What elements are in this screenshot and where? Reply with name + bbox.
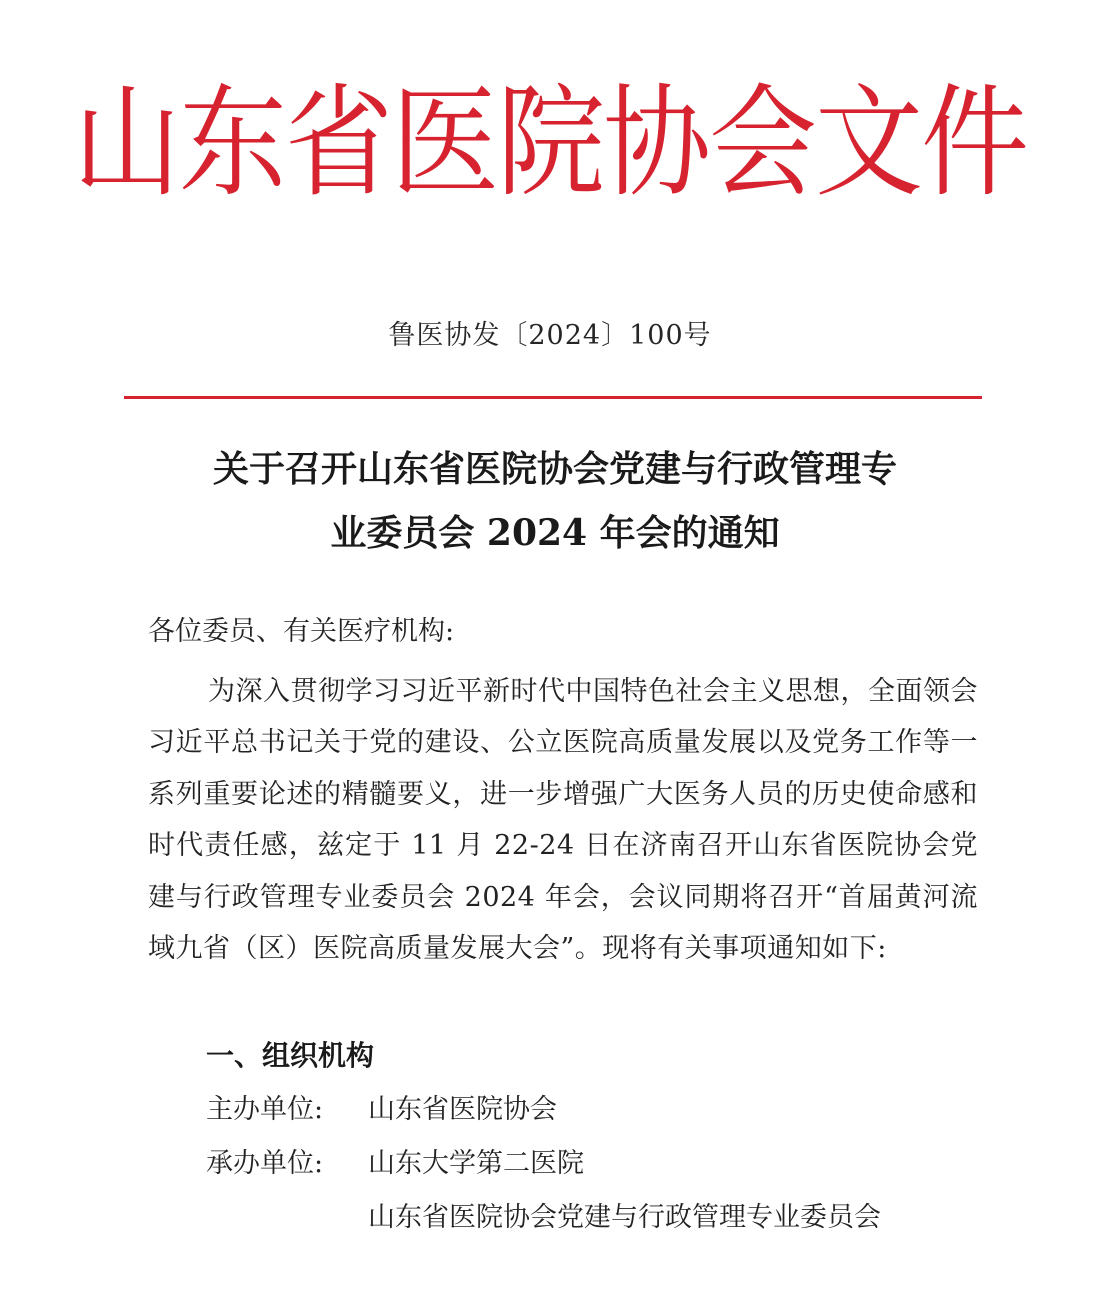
host-organizer-value: 山东省医院协会 xyxy=(368,1094,557,1125)
undertaker-row xyxy=(206,1144,584,1184)
body-paragraph: 为深入贯彻学习习近平新时代中国特色社会主义思想，全面领会习近平总书记关于党的建设、公立医院高质量发展以及党务工作等一系列重要论述的精髓要义，进一步增强广大医务人员的历史使命感和时代责任感，兹定于 11 月 22-24 日在济南召开山东省医院协会党建与行政管理专业委员会 2024 年会，会议同期将召开“首届黄河流域九省（区）医院高质量发展大会”。现将有关事项通知如下: xyxy=(148,676,978,965)
host-organizer-label: 主办单位: xyxy=(206,1094,324,1125)
red-divider-line xyxy=(124,396,982,399)
document-number: 鲁医协发〔2024〕100号 xyxy=(388,320,712,351)
undertaker-value-1: 山东大学第二医院 xyxy=(368,1148,584,1179)
host-organizer-row xyxy=(206,1090,557,1130)
notice-title xyxy=(130,437,980,565)
undertaker-value-2: 山东省医院协会党建与行政管理专业委员会 xyxy=(368,1202,881,1233)
undertaker-label: 承办单位: xyxy=(206,1148,324,1179)
section-heading-organization: 一、组织机构 xyxy=(206,1039,375,1072)
notice-title-line-2: 业委员会 2024 年会的通知 xyxy=(330,512,780,554)
notice-title-line-1: 关于召开山东省医院协会党建与行政管理专 xyxy=(212,448,897,490)
masthead-title: 山东省医院协会文件 xyxy=(72,73,1027,214)
salutation: 各位委员、有关医疗机构: xyxy=(148,616,455,647)
